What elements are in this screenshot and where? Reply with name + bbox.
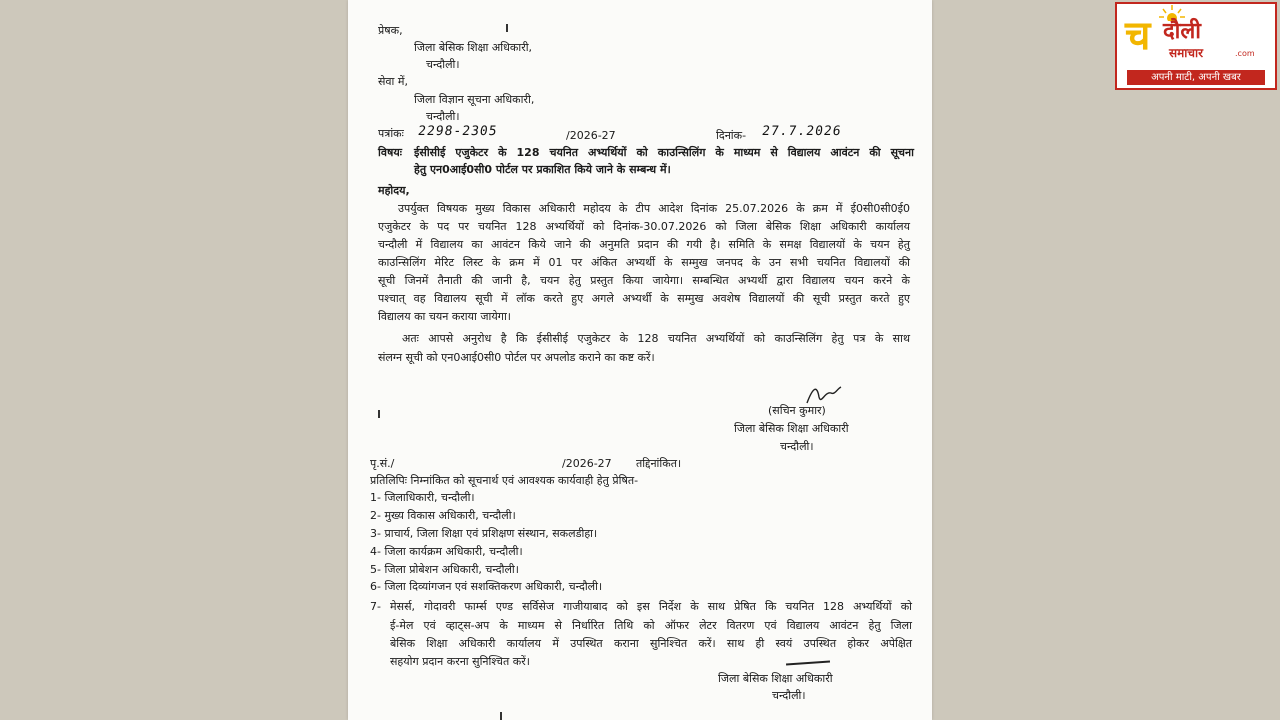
letter-document (348, 0, 932, 720)
scan-mark (378, 410, 380, 418)
copy-item-7: ई-मेल एवं व्हाट्स-अप के माध्यम से निर्धारित तिथि को ऑफर लेटर वितरण एवं विद्यालय आवंटन हेतु जिला (390, 619, 912, 632)
logo-big-letter: च (1125, 13, 1151, 59)
copy-item: 5- जिला प्रोबेशन अधिकारी, चन्दौली। (370, 563, 519, 576)
scan-mark (506, 24, 508, 32)
date-handwritten: 27.7.2026 (760, 124, 843, 139)
to-name: जिला विज्ञान सूचना अधिकारी, (414, 93, 535, 106)
signatory-2-place: चन्दौली। (772, 689, 806, 702)
sender-name: जिला बेसिक शिक्षा अधिकारी, (414, 41, 533, 54)
to-place: चन्दौली। (426, 110, 460, 123)
body-line: चन्दौली में विद्यालय का आवंटन किये जाने की अनुमति प्रदान की गयी है। समिति के समक्ष विद्यालयों के चयन हेतु (378, 238, 910, 251)
logo-subword: समाचार (1169, 46, 1204, 60)
letter-no-handwritten: 2298-2305 (416, 124, 499, 139)
chandauli-samachar-logo (1115, 2, 1277, 90)
sender-label: प्रेषक, (378, 24, 403, 37)
subject-label: विषयः (378, 146, 402, 159)
body-line: पश्चात् वह विद्यालय सूची में लॉक करते हुए अगले अभ्यर्थी के सम्मुख अवशेष विद्यालयों की सूची प्रस्तुत करते हुए (378, 292, 910, 305)
logo-word: दौली (1163, 19, 1201, 44)
copy-item: 2- मुख्य विकास अधिकारी, चन्दौली। (370, 509, 516, 522)
request-line: संलग्न सूची को एन0आई0सी0 पोर्टल पर अपलोड कराने का कष्ट करें। (378, 351, 655, 364)
endorsement-date: तद्दिनांकित। (636, 457, 682, 470)
to-label: सेवा में, (378, 75, 408, 88)
body-line: एजुकेटर के पद पर चयनित 128 अभ्यर्थियों को दिनांक-30.07.2026 को जिला बेसिक शिक्षा अधिकारी कार्यालय (378, 220, 910, 233)
signatory-2-title: जिला बेसिक शिक्षा अधिकारी (718, 672, 833, 685)
copy-item: 3- प्राचार्य, जिला शिक्षा एवं प्रशिक्षण संस्थान, सकलडीहा। (370, 527, 598, 540)
copy-item: 1- जिलाधिकारी, चन्दौली। (370, 491, 475, 504)
subject-line-1: ईसीसीई एजुकेटर के 128 चयनित अभ्यर्थियों को काउन्सिलिंग के माध्यम से विद्यालय आवंटन की सूचना (414, 146, 914, 159)
body-line: सूची जिनमें तैनाती की जानी है, चयन हेतु प्रस्तुत किया जायेगा। सम्बन्धित अभ्यर्थी द्वारा विद्यालय चयन करने के (378, 274, 910, 287)
signatory-name: (सचिन कुमार) (768, 404, 826, 417)
signatory-title: जिला बेसिक शिक्षा अधिकारी (734, 422, 849, 435)
sender-place: चन्दौली। (426, 58, 460, 71)
copy-item-7: सहयोग प्रदान करना सुनिश्चित करें। (390, 655, 530, 668)
request-line: अतः आपसे अनुरोध है कि ईसीसीई एजुकेटर के 128 चयनित अभ्यर्थियों को काउन्सिलिंग हेतु पत्र के साथ (402, 332, 910, 345)
endorsement-year: /2026-27 (562, 457, 612, 470)
copy-item-7: बेसिक शिक्षा अधिकारी कार्यालय में उपस्थित कराना सुनिश्चित करें। साथ ही स्वयं उपस्थित होकर अपेक्षित (390, 637, 912, 650)
logo-tagline: अपनी माटी, अपनी खबर (1127, 70, 1265, 85)
copy-item: 6- जिला दिव्यांगजन एवं सशक्तिकरण अधिकारी, चन्दौली। (370, 580, 603, 593)
letter-year: /2026-27 (566, 129, 616, 142)
letter-no-label: पत्रांकः (378, 127, 404, 140)
salutation: महोदय, (378, 184, 410, 197)
body-line: उपर्युक्त विषयक मुख्य विकास अधिकारी महोदय के टीप आदेश दिनांक 25.07.2026 के क्रम में ई0सी0सी0ई0 (398, 202, 910, 215)
signatory-place: चन्दौली। (780, 440, 814, 453)
scan-mark (500, 712, 502, 720)
body-line: काउन्सिलिंग मेरिट लिस्ट के क्रम में 01 पर अंकित अभ्यर्थी के सम्मुख जनपद के उन सभी चयनित विद्यालयों की (378, 256, 910, 269)
copy-item-7: 7- मेसर्स, गोदावरी फार्म्स एण्ड सर्विसेज गाजीयाबाद को इस निर्देश के साथ प्रेषित कि चयनित 128 अभ्यर्थियों को (370, 600, 912, 613)
subject-line-2: हेतु एन0आई0सी0 पोर्टल पर प्रकाशित किये जाने के सम्बन्ध में। (414, 163, 671, 176)
copy-intro: प्रतिलिपिः निम्नांकित को सूचनार्थ एवं आवश्यक कार्यवाही हेतु प्रेषित- (370, 474, 639, 487)
logo-domain: .com (1235, 49, 1255, 58)
body-line: विद्यालय का चयन कराया जायेगा। (378, 310, 511, 323)
date-label: दिनांक- (716, 129, 747, 142)
endorsement-no: पृ.सं./ (370, 457, 395, 470)
copy-item: 4- जिला कार्यक्रम अधिकारी, चन्दौली। (370, 545, 523, 558)
signature-stroke (786, 660, 830, 665)
